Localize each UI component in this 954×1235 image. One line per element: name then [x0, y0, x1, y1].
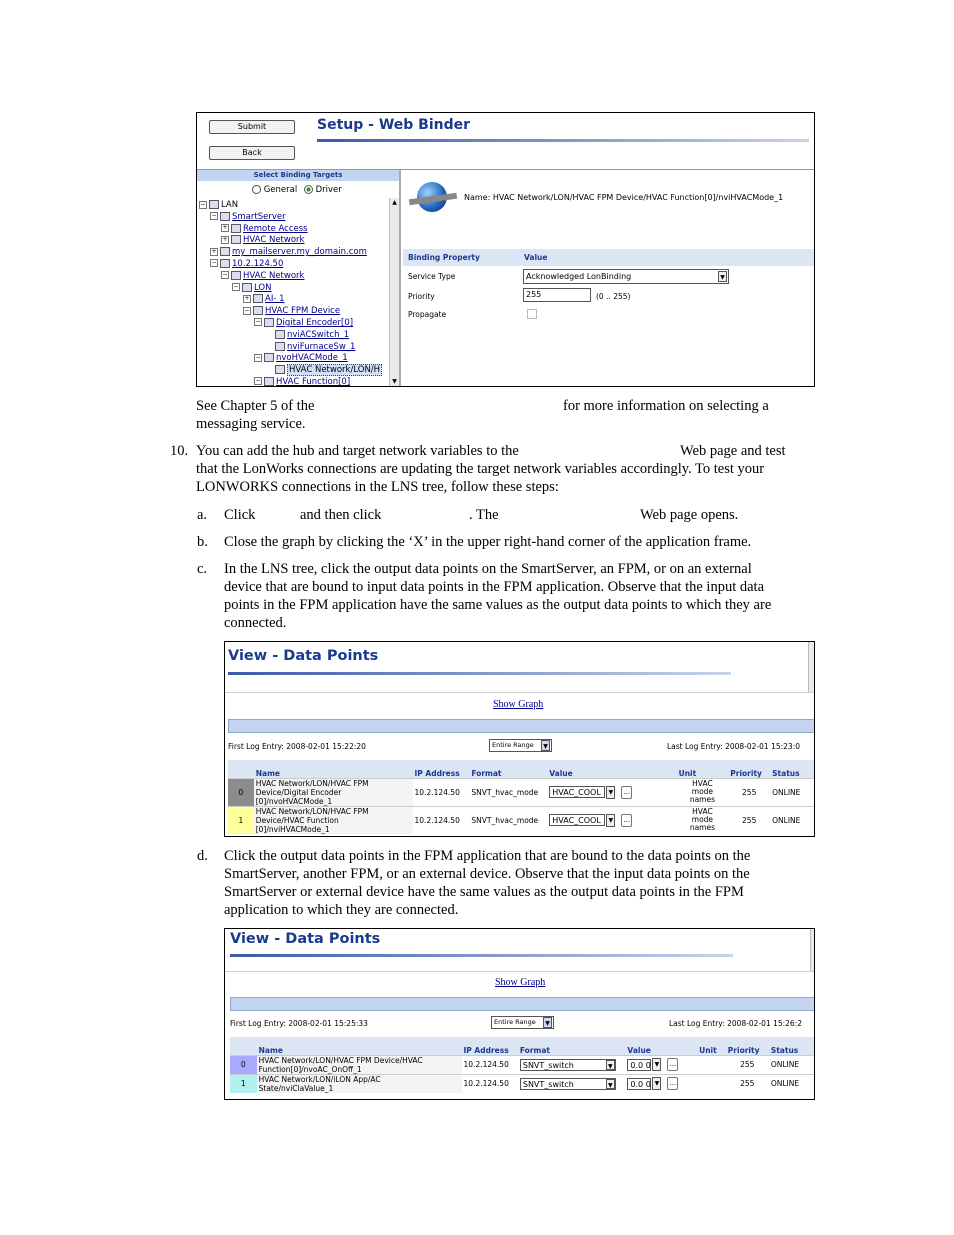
- tree-node[interactable]: [199, 342, 389, 354]
- chevron-down-icon[interactable]: ▼: [606, 814, 615, 827]
- status-cell: ONLINE: [770, 1060, 800, 1069]
- value-cell: [625, 1074, 697, 1093]
- tree-node-label: HVAC Network/LON/H: [289, 365, 381, 376]
- tree-node-label: nviFurnaceSw_1: [287, 341, 356, 352]
- expand-toggle-icon[interactable]: −: [255, 377, 261, 385]
- data-points-table: [230, 1037, 815, 1093]
- step-d-line4: application to which they are connected.: [224, 902, 459, 918]
- table-row[interactable]: [228, 778, 815, 806]
- value-input[interactable]: [627, 1059, 651, 1071]
- title-rule: [228, 672, 731, 675]
- node-icon: [231, 224, 241, 233]
- unit-line: HVAC: [692, 807, 713, 817]
- step-a-click: Click: [224, 507, 256, 523]
- priority-label: Priority: [408, 292, 435, 301]
- point-name: [257, 1074, 462, 1093]
- point-name: [257, 1055, 462, 1074]
- value-input[interactable]: [549, 814, 605, 826]
- node-icon: [220, 212, 230, 221]
- web-binder-screenshot: [196, 112, 815, 387]
- first-log-entry: First Log Entry: 2008-02-01 15:25:33: [230, 1019, 368, 1028]
- unit-line: HVAC: [692, 779, 713, 788]
- column-header[interactable]: IP Address: [463, 1045, 509, 1055]
- tree-node[interactable]: [199, 283, 389, 295]
- scroll-down-icon[interactable]: ▼: [392, 378, 397, 385]
- point-name-line: Device/HVAC Function: [255, 815, 339, 825]
- node-icon: [220, 259, 230, 268]
- expand-toggle-icon[interactable]: −: [222, 271, 228, 279]
- range-value: Entire Range: [492, 741, 534, 749]
- value-input[interactable]: [549, 786, 605, 798]
- expand-toggle-icon[interactable]: −: [244, 306, 250, 314]
- format-value: SNVT_switch: [522, 1060, 574, 1070]
- driver-radio-label: Driver: [315, 185, 342, 195]
- format-select[interactable]: [520, 1078, 616, 1090]
- point-name-line: HVAC Network/LON/HVAC FPM: [255, 778, 369, 788]
- item10-number: 10.: [170, 443, 189, 459]
- column-header[interactable]: Status: [772, 768, 800, 778]
- column-header[interactable]: Priority: [727, 1045, 760, 1055]
- format-value: SNVT_switch: [522, 1079, 574, 1089]
- edit-value-button[interactable]: ...: [667, 1058, 678, 1071]
- priority-cell: 255: [742, 815, 757, 825]
- item10-line2: that the LonWorks connections are updating the target network variables accordingly. To test your: [196, 461, 765, 477]
- step-d-label: d.: [197, 848, 208, 864]
- ip-address: 10.2.124.50: [463, 1079, 509, 1089]
- expand-toggle-icon[interactable]: −: [233, 283, 239, 291]
- expand-toggle-icon[interactable]: +: [222, 235, 228, 243]
- value-input[interactable]: [627, 1078, 651, 1090]
- general-radio[interactable]: [252, 185, 261, 194]
- node-icon: [275, 342, 285, 351]
- step-c-label: c.: [197, 561, 208, 577]
- value-cell: [547, 806, 676, 834]
- step-a-label: a.: [197, 507, 208, 523]
- edit-value-button[interactable]: ...: [621, 814, 632, 827]
- tree-node[interactable]: [199, 271, 389, 283]
- tree-node-label: nvoHVACMode_1: [276, 353, 348, 364]
- ip-address: 10.2.124.50: [414, 787, 460, 797]
- range-select[interactable]: [489, 739, 552, 752]
- priority-cell: 255: [740, 1079, 755, 1089]
- chevron-down-icon[interactable]: ▼: [718, 271, 727, 282]
- node-icon: [253, 294, 263, 303]
- column-header[interactable]: Format: [471, 768, 502, 778]
- range-value: Entire Range: [494, 1018, 536, 1026]
- format-cell: [518, 1055, 626, 1074]
- step-a-then: and then click: [300, 507, 382, 523]
- expand-toggle-icon[interactable]: +: [222, 224, 228, 232]
- header-row: [230, 1037, 815, 1055]
- table-row[interactable]: [228, 806, 815, 834]
- step-c-line3: points in the FPM application have the same values as the output data points to which they are: [224, 597, 772, 613]
- tree-node-label: LON: [254, 282, 272, 293]
- column-header[interactable]: Priority: [730, 768, 762, 778]
- node-icon: [264, 353, 274, 362]
- node-icon: [264, 377, 274, 386]
- step-c-line2: device that are bound to input data points in the FPM application. Observe that the input data: [224, 579, 765, 595]
- value-text: HVAC_COOL: [552, 816, 601, 826]
- item10-line1a: You can add the hub and target network variables to the: [196, 443, 519, 459]
- status-cell: ONLINE: [772, 815, 801, 825]
- node-icon: [253, 306, 263, 315]
- value-text: 0.0 0: [630, 1079, 651, 1089]
- service-type-select[interactable]: [523, 269, 729, 284]
- show-graph-link[interactable]: Show Graph: [493, 699, 544, 710]
- node-icon: [209, 200, 219, 209]
- point-name-line: [0]/nvoHVACMode_1: [255, 796, 333, 806]
- general-radio-label: General: [263, 185, 298, 195]
- first-log-entry: First Log Entry: 2008-02-01 15:22:20: [228, 742, 366, 751]
- expand-toggle-icon[interactable]: +: [244, 294, 250, 302]
- chevron-down-icon[interactable]: ▼: [652, 1077, 661, 1090]
- frame-scrollbar[interactable]: [810, 929, 815, 971]
- tree-node-label: my_mailserver.my_domain.com: [232, 247, 367, 258]
- tree-node[interactable]: [199, 306, 389, 318]
- last-log-entry: Last Log Entry: 2008-02-01 15:23:0: [667, 742, 800, 751]
- binder-details-panel: [403, 170, 814, 386]
- tree-node-label: HVAC Function[0]: [276, 376, 351, 387]
- ip-address: 10.2.124.50: [463, 1060, 509, 1069]
- value-text: HVAC_COOL: [552, 788, 601, 797]
- tree-node[interactable]: [199, 318, 389, 330]
- tree-node[interactable]: [199, 212, 389, 224]
- expand-toggle-icon[interactable]: −: [255, 353, 261, 361]
- column-header[interactable]: Status: [770, 1045, 799, 1055]
- node-icon: [231, 271, 241, 280]
- unit-line: mode: [691, 815, 714, 825]
- point-name-line: HVAC Network/LON/HVAC FPM: [255, 806, 369, 816]
- expand-toggle-icon[interactable]: −: [211, 212, 217, 220]
- binding-targets-panel: [197, 170, 401, 386]
- title-rule: [230, 954, 733, 957]
- frame-divider: [225, 692, 815, 693]
- point-name: [254, 778, 413, 806]
- point-name-line: Device/Digital Encoder: [255, 787, 342, 797]
- expand-toggle-icon[interactable]: −: [200, 200, 206, 208]
- tree-node-label: HVAC FPM Device: [265, 306, 341, 317]
- select-targets-header: Select Binding Targets: [197, 170, 399, 181]
- service-type-label: Service Type: [408, 272, 456, 281]
- header-row: [228, 760, 815, 778]
- expand-toggle-icon[interactable]: +: [211, 247, 217, 255]
- unit-cell: [677, 778, 729, 806]
- expand-toggle-icon[interactable]: −: [211, 259, 217, 267]
- unit-cell: [677, 806, 729, 834]
- table-row[interactable]: [230, 1055, 815, 1074]
- item10-line1b: Web page and test: [680, 443, 786, 459]
- status-cell: ONLINE: [772, 787, 801, 797]
- tree-node-label: 10.2.124.50: [232, 258, 284, 269]
- value-cell: [625, 1055, 697, 1074]
- unit-cell: [697, 1055, 726, 1074]
- ip-address: 10.2.124.50: [414, 815, 460, 825]
- node-icon: [220, 247, 230, 256]
- data-points-table: [228, 760, 815, 834]
- priority-range: (0 .. 255): [596, 292, 631, 301]
- tree-node[interactable]: [199, 330, 389, 342]
- chevron-down-icon[interactable]: ▼: [606, 786, 615, 799]
- tree-node[interactable]: [199, 294, 389, 306]
- node-icon: [264, 318, 274, 327]
- column-header[interactable]: Name: [258, 1045, 283, 1055]
- step-a-end: Web page opens.: [640, 507, 739, 523]
- item10-line3: LONWORKS connections in the LNS tree, follow these steps:: [196, 479, 559, 495]
- node-icon: [275, 365, 285, 374]
- tree-node-label: LAN: [221, 200, 239, 210]
- binding-property-col: Binding Property: [408, 253, 480, 262]
- node-icon: [242, 283, 252, 292]
- row-index: 0: [228, 778, 254, 806]
- status-cell: ONLINE: [770, 1079, 800, 1089]
- chevron-down-icon[interactable]: ▼: [606, 1079, 615, 1089]
- tree-node-label: HVAC Network: [243, 270, 305, 281]
- node-icon: [275, 330, 285, 339]
- point-name-line: Function[0]/nvoAC_OnOff_1: [258, 1064, 362, 1074]
- propagate-label: Propagate: [408, 310, 447, 319]
- point-name: [254, 806, 413, 834]
- tree-node[interactable]: [199, 259, 389, 271]
- graph-bar: [230, 997, 815, 1011]
- step-d-line2: SmartServer, another FPM, or an external device. Observe that the input data points on the: [224, 866, 750, 882]
- tree-node-label: Remote Access: [243, 223, 308, 234]
- datapoint-name: Name: HVAC Network/LON/HVAC FPM Device/HVAC Function[0]/nviHVACMode_1: [464, 193, 784, 202]
- row-index: 1: [228, 806, 254, 834]
- step-c-line1: In the LNS tree, click the output data points on the SmartServer, an FPM, or on an external: [224, 561, 752, 577]
- chevron-down-icon[interactable]: ▼: [606, 1060, 615, 1070]
- step-b-text: Close the graph by clicking the ‘X’ in the upper right-hand corner of the application frame.: [224, 534, 752, 550]
- step-d-line3: SmartServer or external device have the same values as the output data points in the FPM: [224, 884, 744, 900]
- propagate-checkbox[interactable]: [527, 309, 537, 319]
- see-chapter-c: messaging service.: [196, 416, 306, 432]
- binding-properties-header: [403, 249, 814, 266]
- page-title: Setup - Web Binder: [317, 117, 471, 133]
- column-header[interactable]: Format: [519, 1045, 550, 1055]
- row-index: 1: [230, 1074, 257, 1093]
- tree-node[interactable]: [199, 365, 389, 377]
- format-cell: [469, 806, 547, 834]
- service-type-value: Acknowledged LonBinding: [526, 272, 632, 281]
- tree-node[interactable]: [199, 247, 389, 259]
- row-index: 0: [230, 1055, 257, 1074]
- title-rule: [317, 139, 809, 142]
- view-title: View - Data Points: [230, 931, 381, 947]
- chevron-down-icon[interactable]: ▼: [543, 1017, 552, 1028]
- submit-button[interactable]: Submit: [209, 120, 295, 134]
- chevron-down-icon[interactable]: ▼: [541, 740, 550, 751]
- priority-cell: 255: [740, 1060, 755, 1069]
- driver-radio[interactable]: [304, 185, 313, 194]
- tree-node[interactable]: [199, 224, 389, 236]
- tree-node-label: nviACSwitch_1: [287, 329, 350, 340]
- show-graph-link[interactable]: Show Graph: [495, 977, 546, 988]
- step-c-line4: connected.: [224, 615, 287, 631]
- tree-node-label: AI- 1: [265, 294, 285, 305]
- data-points-grid: [228, 760, 815, 834]
- column-header[interactable]: Unit: [678, 768, 697, 778]
- lns-tree: [199, 200, 389, 389]
- step-d-line1: Click the output data points in the FPM application that are bound to the data points on the: [224, 848, 751, 864]
- scroll-up-icon[interactable]: ▲: [392, 199, 397, 206]
- column-header[interactable]: Unit: [699, 1045, 717, 1055]
- point-name-line: State/nviClaValue_1: [258, 1083, 334, 1093]
- expand-toggle-icon[interactable]: −: [255, 318, 261, 326]
- column-header[interactable]: Name: [255, 768, 280, 778]
- value-text: 0.0 0: [630, 1060, 651, 1070]
- see-chapter-a: See Chapter 5 of the: [196, 398, 315, 414]
- value-col: Value: [524, 253, 548, 262]
- driver-radio-group: [252, 185, 342, 195]
- edit-value-button[interactable]: ...: [621, 786, 632, 799]
- edit-value-button[interactable]: ...: [667, 1077, 678, 1090]
- table-row[interactable]: [230, 1074, 815, 1093]
- point-name-line: HVAC Network/LON/HVAC FPM Device/HVAC: [258, 1055, 423, 1065]
- tree-node[interactable]: [199, 235, 389, 247]
- unit-line: mode: [691, 787, 714, 796]
- data-points-grid: [230, 1037, 815, 1093]
- tree-node-label: SmartServer: [232, 211, 286, 222]
- step-a-dot: . The: [469, 507, 499, 523]
- column-header[interactable]: Value: [549, 768, 573, 778]
- chevron-down-icon[interactable]: ▼: [652, 1058, 661, 1071]
- see-chapter-b: for more information on selecting a: [563, 398, 769, 414]
- format-select[interactable]: [520, 1059, 616, 1071]
- point-name-line: HVAC Network/LON/iLON App/AC: [258, 1074, 381, 1084]
- unit-line: names: [689, 795, 716, 804]
- column-header[interactable]: IP Address: [414, 768, 460, 778]
- format-cell: [518, 1074, 626, 1093]
- tree-node-label: Digital Encoder[0]: [276, 317, 354, 328]
- last-log-entry: Last Log Entry: 2008-02-01 15:26:2: [669, 1019, 802, 1028]
- range-select[interactable]: [491, 1016, 554, 1029]
- unit-cell: [697, 1074, 726, 1093]
- format-value: SNVT_hvac_mode: [471, 787, 539, 797]
- tree-scrollbar[interactable]: [389, 198, 399, 386]
- graph-bar: [228, 719, 815, 733]
- back-button[interactable]: Back: [209, 146, 295, 160]
- value-cell: [547, 778, 676, 806]
- format-value: SNVT_hvac_mode: [471, 815, 539, 825]
- priority-input[interactable]: 255: [523, 288, 591, 302]
- view-title: View - Data Points: [228, 648, 379, 664]
- column-header[interactable]: Value: [627, 1045, 651, 1055]
- point-name-line: [0]/nviHVACMode_1: [255, 824, 330, 834]
- view-data-points-screenshot-1: [224, 641, 815, 837]
- frame-scrollbar[interactable]: [808, 642, 815, 692]
- step-b-label: b.: [197, 534, 208, 550]
- view-data-points-screenshot-2: [224, 928, 815, 1100]
- frame-divider: [225, 971, 815, 972]
- tree-node-label: HVAC Network: [243, 235, 305, 246]
- format-cell: [469, 778, 547, 806]
- tree-node[interactable]: [199, 377, 389, 389]
- node-icon: [231, 235, 241, 244]
- tree-node[interactable]: [199, 200, 389, 212]
- unit-line: names: [689, 823, 716, 833]
- priority-cell: 255: [742, 787, 757, 797]
